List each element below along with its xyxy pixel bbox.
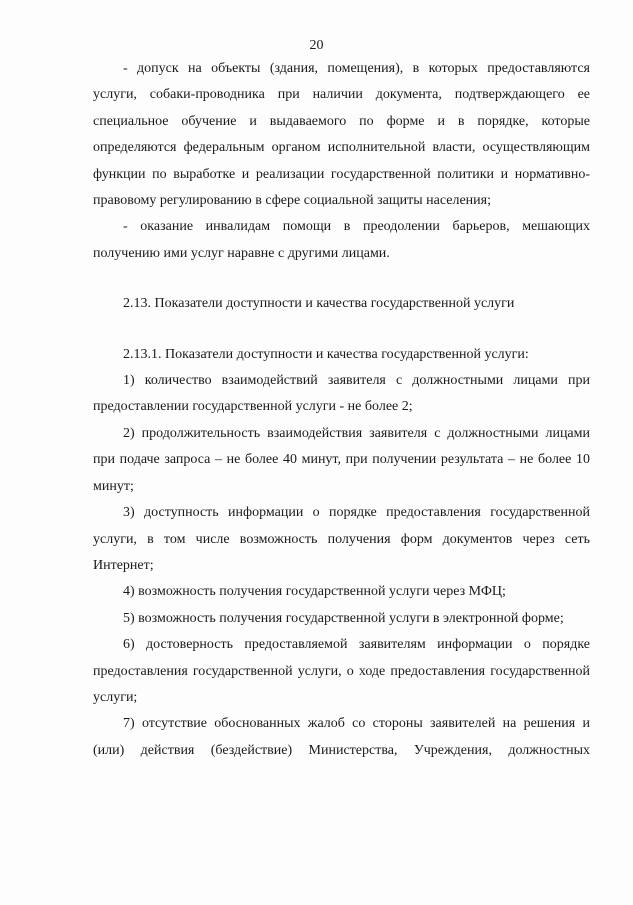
list-item: 6) достоверность предоставляемой заявителям информации о порядке предоставления государственной услуги, о ходе предоставления государственной услуги; (93, 637, 590, 705)
list-item: 7) отсутствие обоснованных жалоб со стороны заявителей на решения и (или) действия (бездействие) Министерства, Учреждения, должностных (93, 716, 590, 758)
list-item: 5) возможность получения государственной услуги в электронной форме; (123, 610, 564, 626)
section-heading: 2.13. Показатели доступности и качества государственной услуги (123, 296, 515, 312)
spacer (93, 267, 590, 291)
page-content (93, 56, 590, 764)
spacer (93, 318, 590, 342)
subsection-heading: 2.13.1. Показатели доступности и качества государственной услуги: (123, 346, 529, 362)
list-item: 2) продолжительность взаимодействия заявителя с должностными лицами при подаче запроса – не более 40 минут, при получении результата – не более 10 минут; (93, 425, 590, 494)
paragraph-guide-dog: - допуск на объекты (здания, помещения), в которых предоставляются услуги, собаки-проводника при наличии документа, подтверждающего ее специальное обучение и выдаваемого по форме и в порядке, которые определяются федеральным органом исполнительной власти, осуществляющим функции по выработке и реализации государственной политики и нормативно-правовому регулированию в сфере социальной защиты населения; (93, 61, 590, 209)
list-item: 1) количество взаимодействий заявителя с должностными лицами при предоставлении государственной услуги - не более 2; (93, 373, 590, 415)
paragraph-assistance: - оказание инвалидам помощи в преодолении барьеров, мешающих получению ими услуг наравне с другими лицами. (93, 219, 590, 261)
list-item: 3) доступность информации о порядке предоставления государственной услуги, в том числе возможность получения форм документов через сеть Интернет; (93, 505, 590, 573)
list-item: 4) возможность получения государственной услуги через МФЦ; (123, 584, 506, 600)
page-number: 20 (309, 38, 324, 53)
